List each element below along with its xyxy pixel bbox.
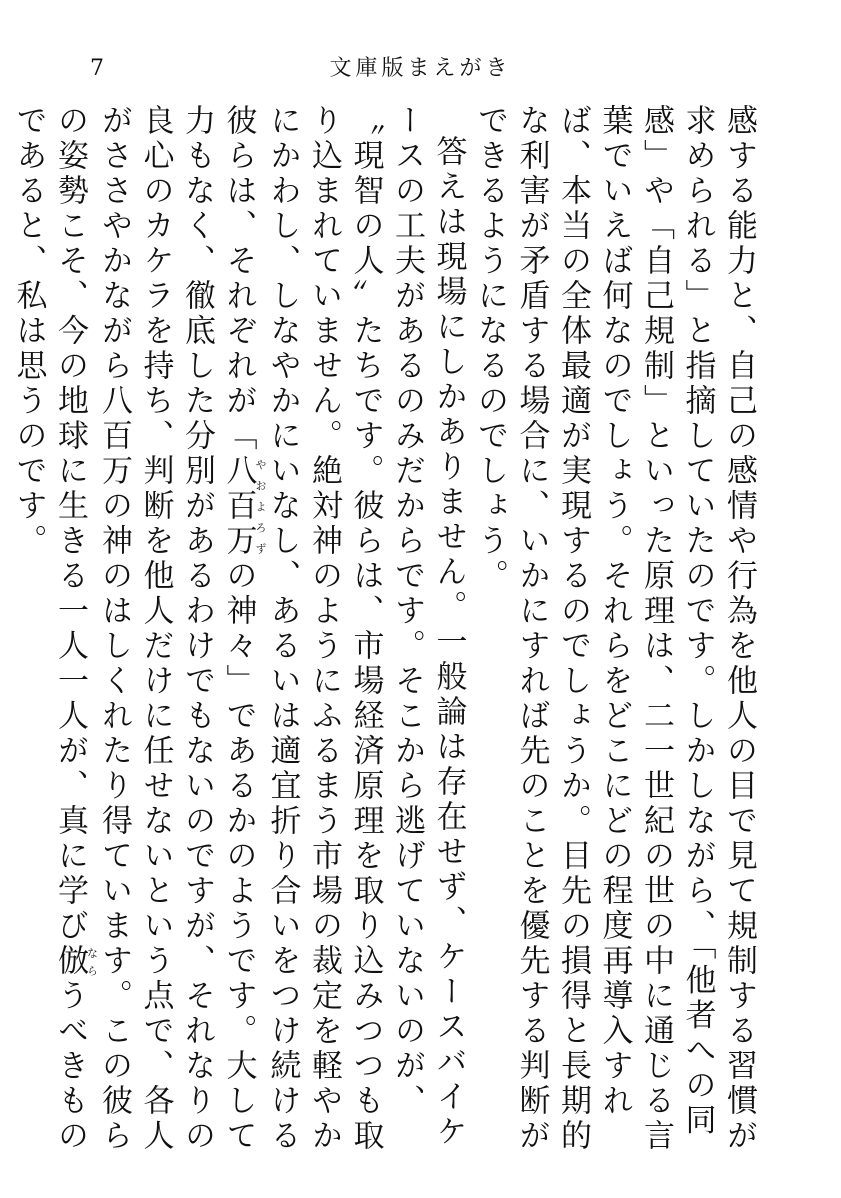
ruby-base-narau: 倣 — [52, 944, 88, 979]
page-number: 7 — [90, 56, 104, 81]
paragraph-1 — [469, 104, 760, 1164]
body-text — [7, 104, 759, 1164]
paragraph-2-text-2: の神々」であるかのようです。大して力もなく、徹底した分別があるわけでもないのですが、それなりの良心のカケラを持ち、判断を他人だけに任せないという点で、各人がささやかながら八百万の神のはしくれたり得ています。この彼らの姿勢こそ、今の地球に生きる一人一人が、真に学び — [52, 104, 257, 1154]
paragraph-2 — [7, 104, 469, 1164]
paragraph-2-text-1: 答えは現場にしかありません。一般論は存在せず、ケースバイケースの工夫があるのみだからです。そこから逃げていないのが、〝現智の人〟たちです。彼らは、市場経済原理を取り込みつつも取り込まれていません。絶対神のようにふるまう市場の裁定を軽やかにかわし、しなやかにいなし、あるいは適宜折り合いをつけ続ける彼らは、それぞれが「 — [220, 104, 467, 1154]
running-head: 文庫版まえがき — [329, 56, 512, 81]
furigana-yaoyorozu — [220, 454, 267, 559]
ruby-base-yaoyorozu: 八百万 — [220, 454, 257, 559]
furigana-narau — [52, 944, 99, 979]
ruby-reading-yaoyorozu: やおよろず — [254, 454, 267, 559]
ruby-reading-narau: なら — [85, 944, 99, 979]
paragraph-2-text-3: うべきものであると、私は思うのです。 — [10, 104, 88, 1154]
paragraph-1-text: 感する能力と、自己の感情や行為を他人の目で見て規制する習慣が求められる」と指摘していたのです。しかしながら、「他者への同感」や「自己規制」といった原理は、二一世紀の世の中に通じる言葉でいえば何なのでしょう。それらをどこにどの程度再導入すれば、本当の全体最適が実現するのでしょうか。目先の損得と長期的な利害が矛盾する場合に、いかにすれば先のことを優先する判断ができるようになるのでしょう。 — [472, 104, 757, 1154]
